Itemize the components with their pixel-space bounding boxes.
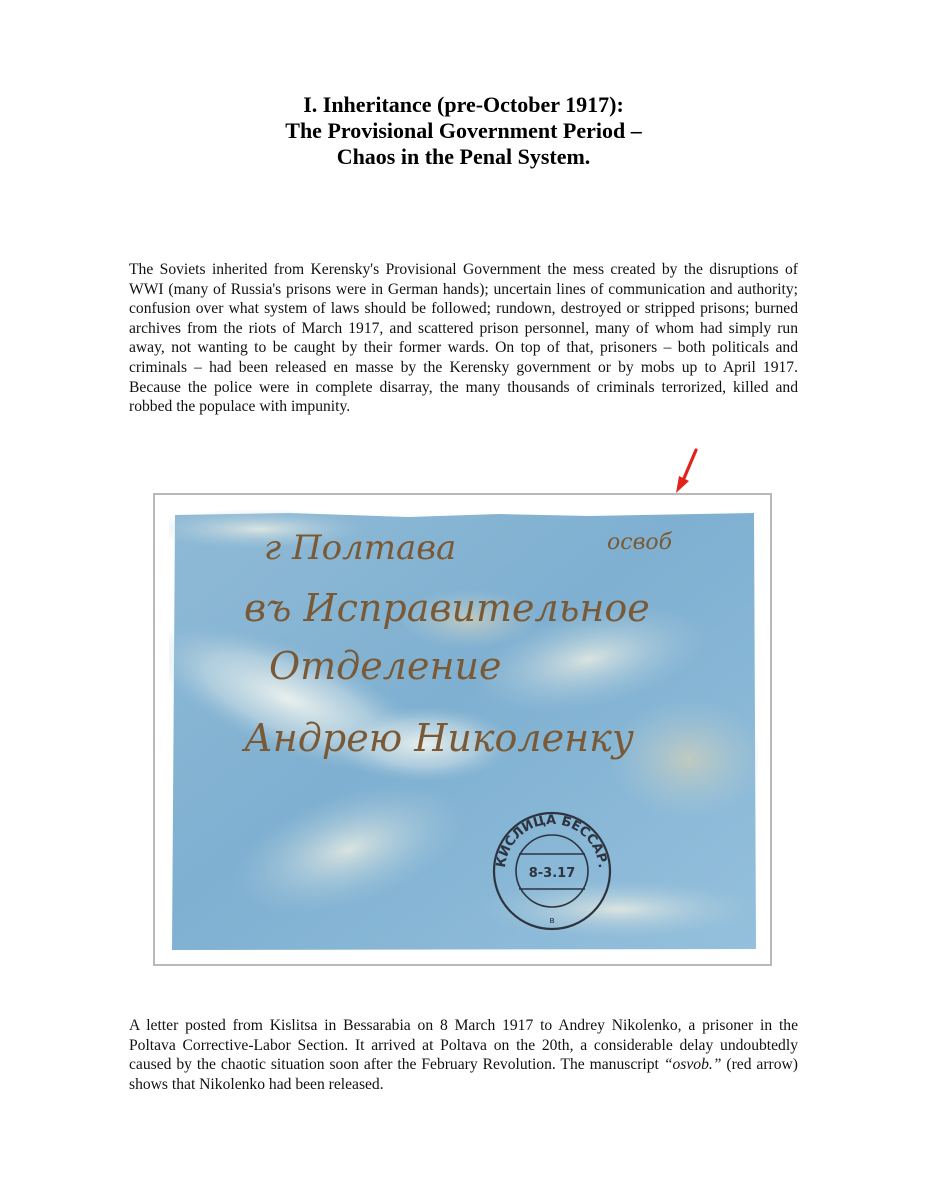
osvob-notation: освоб <box>607 530 673 555</box>
caption-text-2: (red arrow) shows that Nikolenko had been released. <box>129 1056 798 1093</box>
intro-paragraph: The Soviets inherited from Kerensky's Provisional Government the mess created by the disruptions of WWI (many of Russia's prisons were in German hands); uncertain lines of communication and authority; confusion over what system of laws should be followed; rundown, destroyed or stripped prisons; burned archives from the riots of March 1917, and scattered prison personnel, many of whom had simply run away, not wanting to be caught by their former wards. On top of that, prisoners – both politicals and criminals – had been released en masse by the Kerensky government or by mobs up to April 1917. Because the police were in complete disarray, the many thousands of criminals terrorized, killed and robbed the populace with impunity. <box>129 261 798 416</box>
red-arrow-icon <box>670 447 704 495</box>
address-line-3: Отделение <box>269 644 502 688</box>
caption-text-1: A letter posted from Kislitsa in Bessarabia on 8 March 1917 to Andrey Nikolenko, a prisoner in the Poltava Corrective-Labor Section. It arrived at Poltava on the 20th, a considerable delay undoubtedly caused by the chaotic situation soon after the February Revolution. The manuscript <box>129 1017 798 1074</box>
postmark-bottom-mark: в <box>549 916 555 926</box>
postmark-ring-text: КИСЛИЦА БЕССАР. <box>493 812 610 869</box>
envelope-image <box>169 509 758 952</box>
envelope-illustration <box>169 509 758 952</box>
address-line-2: въ Исправительное <box>244 586 650 630</box>
title-line-2: The Provisional Government Period – <box>285 118 642 143</box>
title-line-1: I. Inheritance (pre-October 1917): <box>303 92 624 117</box>
title-line-3: Chaos in the Penal System. <box>336 144 591 169</box>
address-line-1: г Полтава <box>264 528 457 568</box>
postmark-date: 8-3.17 <box>528 866 576 881</box>
caption-italic-notation: “osvob.” <box>663 1056 722 1074</box>
page-title <box>0 92 927 170</box>
address-line-4: Андрею Николенку <box>244 716 634 760</box>
envelope-figure-frame <box>153 493 772 966</box>
caption-paragraph <box>129 1016 798 1094</box>
